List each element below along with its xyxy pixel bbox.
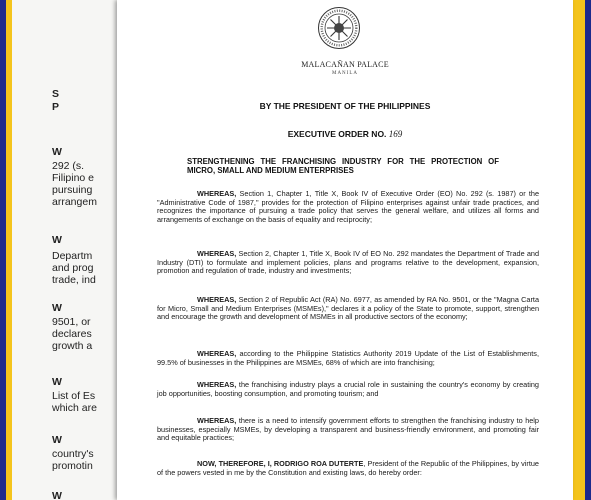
whereas-clause (157, 190, 539, 224)
order-heading (117, 129, 573, 139)
background-text-line: List of Es (52, 390, 96, 402)
presidential-seal-icon (317, 6, 361, 50)
whereas-clause (157, 417, 539, 443)
order-title: STRENGTHENING THE FRANCHISING INDUSTRY FOR THE PROTECTION OF MICRO, SMALL AND MEDIUM ENTERPRISES (187, 157, 499, 175)
clause-text: , President of the Republic of the Philippines, by virtue of the powers vested in me by the Constitution and existing laws, do hereby order: (157, 459, 539, 477)
clause-lead: WHEREAS, (197, 380, 237, 389)
operative-clause (157, 460, 539, 477)
clause-lead: WHEREAS, (197, 249, 237, 258)
background-text-line: pursuing (52, 184, 93, 196)
background-text-line: W (52, 234, 62, 246)
clause-lead: NOW, THEREFORE, I, RODRIGO ROA DUTERTE (197, 459, 364, 468)
background-text-line: W (52, 490, 62, 500)
whereas-clause (157, 350, 539, 367)
background-text-line: W (52, 146, 62, 158)
background-text-line: trade, ind (52, 274, 96, 286)
clause-text: the franchising industry plays a crucial role in sustaining the country's economy by creating job opportunities, boosting consumption, and promoting tourism; and (157, 380, 539, 398)
clause-lead: WHEREAS, (197, 189, 237, 198)
background-text-line: declares (52, 328, 92, 340)
clause-text: according to the Philippine Statistics Authority 2019 Update of the List of Establishments, 99.5% of businesses in the Philippines are MSMEs, 68% of which are into franchising; (157, 349, 539, 367)
whereas-clause (157, 250, 539, 276)
background-text-line: country's (52, 448, 94, 460)
order-number: 169 (388, 129, 403, 139)
executive-order-page (117, 0, 573, 500)
background-text-line: Filipino e (52, 172, 95, 184)
clause-text: Section 2, Chapter 1, Title X, Book IV of EO No. 292 mandates the Department of Trade and Industry (DTI) to formulate and implement policies, plans and programs relative to the development, expansion, promotion and regulation of trade, industry and investments; (157, 249, 539, 276)
background-text-line: which are (52, 402, 97, 414)
background-text-line: 9501, or (52, 316, 91, 328)
whereas-clause (157, 381, 539, 398)
background-text-line: W (52, 434, 62, 446)
background-text-line: W (52, 302, 62, 314)
background-text-line: Departm (52, 250, 93, 262)
clause-text: there is a need to intensify government efforts to strengthen the franchising industry to help businesses, especially MSMEs, by developing a transparent and business-friendly environment, and promoting fair and equitable practices; (157, 416, 539, 443)
clause-lead: WHEREAS, (197, 295, 237, 304)
background-text-line: 292 (s. (52, 160, 85, 172)
issuer-heading: BY THE PRESIDENT OF THE PHILIPPINES (259, 101, 431, 111)
clause-text: Section 2 of Republic Act (RA) No. 6977, as amended by RA No. 9501, or the "Magna Carta for Micro, Small and Medium Enterprises (MSMEs)," declares it a policy of the State to promote, support, strengthen and encourage the growth and development of MSMEs in all productive sectors of the economy; (157, 295, 539, 322)
background-text-line: growth a (52, 340, 93, 352)
clause-lead: WHEREAS, (197, 416, 237, 425)
background-text-line: P (52, 101, 60, 113)
palace-city: MANILA (332, 71, 358, 76)
background-text-line: S (52, 88, 60, 100)
background-text-line: W (52, 376, 62, 388)
clause-lead: WHEREAS, (197, 349, 237, 358)
whereas-clause (157, 296, 539, 322)
order-label: EXECUTIVE ORDER NO. (287, 129, 387, 139)
background-text-line: promotin (52, 460, 93, 472)
background-text-line: and prog (52, 262, 94, 274)
background-text-line: arrangem (52, 196, 97, 208)
palace-heading: MALACAÑAN PALACE (301, 60, 389, 69)
clause-text: Section 1, Chapter 1, Title X, Book IV of Executive Order (EO) No. 292 (s. 1987) or the "Administrative Code of 1987," provides for the protection of Filipino enterprises against unfair trade practices, and recognizes the importance of pursuing a trade policy that serves the general welfare, and utilizes all forms and arrangements of exchange on the basis of equality and reciprocity; (157, 189, 539, 224)
